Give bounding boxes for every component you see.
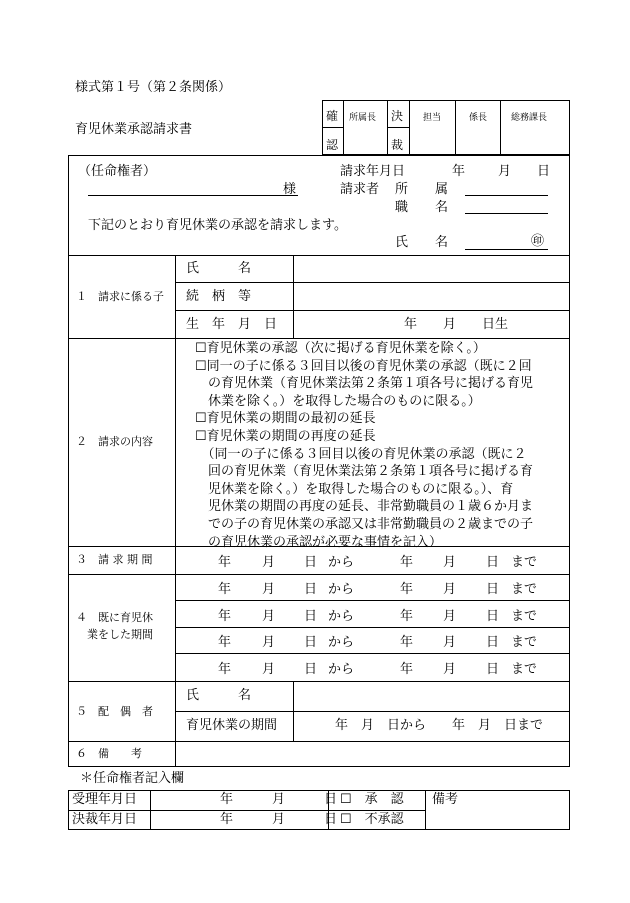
admin-heading: ＊任命権者記入欄 <box>80 771 185 786</box>
period-month: 月 <box>443 555 457 570</box>
child-relation-field[interactable] <box>294 283 569 310</box>
sec3-label: ３ 請 求 期 間 <box>76 553 153 566</box>
approve-checkbox[interactable]: ☐ 承 認 <box>340 792 404 807</box>
decided-date-label: 決裁年月日 <box>72 812 138 827</box>
request-date-month: 月 <box>498 164 512 179</box>
sec1-label: １ 請求に係る子 <box>76 290 164 303</box>
position-line[interactable] <box>465 213 548 214</box>
request-note: での子の育児休業の承認又は非常勤職員の２歳までの子 <box>195 516 534 532</box>
stamp-kakunin-2: 認 <box>326 138 339 152</box>
child-name-field[interactable] <box>294 256 569 282</box>
request-date-year: 年 <box>452 164 466 179</box>
approval-stamp-box <box>322 100 570 155</box>
request-intro: 下記のとおり育児休業の承認を請求します。 <box>88 218 347 233</box>
reject-checkbox[interactable]: ☐ 不承認 <box>340 812 404 827</box>
request-date-day: 日 <box>537 164 551 179</box>
sec5-label: ５ 配 偶 者 <box>76 705 153 718</box>
received-date-label: 受理年月日 <box>72 792 138 807</box>
stamp-col-kakaricho: 係長 <box>469 113 488 123</box>
stamp-col-somukacho: 総務課長 <box>511 113 548 123</box>
seal-icon: ㊞ <box>531 234 545 249</box>
sama-label: 様 <box>283 182 297 197</box>
stamp-kessai-2: 裁 <box>391 138 404 152</box>
request-option-1[interactable]: ☐育児休業の承認（次に掲げる育児休業を除く。） <box>195 341 486 356</box>
affiliation-line[interactable] <box>465 195 548 196</box>
request-option-4[interactable]: ☐育児休業の期間の再度の延長 <box>195 428 376 444</box>
sec4-label-1: ４ 既に育児休 <box>76 611 153 624</box>
name-label-2: 名 <box>435 235 449 250</box>
request-option-2-cont: 休業を除く。）を取得した場合のものに限る。） <box>195 393 481 409</box>
request-note: 児休業の期間の再度の延長、非常勤職員の１歳６か月ま <box>195 499 534 515</box>
period-from: から <box>328 555 355 570</box>
stamp-col-tanto: 担当 <box>423 113 442 123</box>
remarks-field[interactable] <box>176 742 569 766</box>
sec2-label: ２ 請求の内容 <box>76 435 153 448</box>
request-note: 回の育児休業（育児休業法第２条第１項各号に掲げる育 <box>195 464 534 480</box>
request-content-list <box>195 340 560 551</box>
period-day: 日 <box>304 555 318 570</box>
ninmeiken-name-line[interactable] <box>88 195 298 196</box>
sec4-label-2: 業をした期間 <box>76 628 153 641</box>
child-birth-value[interactable]: 年 月 日生 <box>404 317 509 332</box>
name-label-1: 氏 <box>395 235 409 250</box>
period-year: 年 <box>400 555 414 570</box>
sec1-birth-label: 生 年 月 日 <box>186 317 278 332</box>
spouse-name-field[interactable] <box>294 682 569 711</box>
spouse-period-value[interactable]: 年 月 日から 年 月 日まで <box>335 718 544 733</box>
sec1-relation-label: 続 柄 等 <box>186 289 252 304</box>
request-note: 児休業を除く。）を取得した場合のものに限る。）、育 <box>195 481 514 497</box>
period-year: 年 <box>218 555 232 570</box>
position-label-1: 職 <box>395 200 409 215</box>
position-label-2: 名 <box>435 200 449 215</box>
decided-date-value[interactable]: 年 月 日 <box>220 812 338 827</box>
form-title: 育児休業承認請求書 <box>75 122 193 137</box>
stamp-kakunin-1: 確 <box>326 109 339 123</box>
period-to: まで <box>511 555 538 570</box>
received-date-value[interactable]: 年 月 日 <box>220 792 338 807</box>
request-note: （同一の子に係る３回目以後の育児休業の承認（既に２ <box>195 446 527 462</box>
ninmeiken-label: （任命権者） <box>78 164 157 179</box>
request-date-label: 請求年月日 <box>340 164 406 179</box>
period-month: 月 <box>262 555 276 570</box>
request-option-2[interactable]: ☐同一の子に係る３回目以後の育児休業の承認（既に２回 <box>195 358 532 374</box>
request-note: の育児休業の承認が必要な事情を記入） <box>195 534 443 550</box>
period-day: 日 <box>486 555 500 570</box>
spouse-name-label: 氏 名 <box>186 688 252 703</box>
admin-remarks-label: 備考 <box>432 792 459 807</box>
request-option-2-cont: の育児休業（育児休業法第２条第１項各号に掲げる育児 <box>195 376 534 392</box>
requester-label: 請求者 <box>340 182 380 197</box>
stamp-kessai-1: 決 <box>391 109 404 123</box>
form-number: 様式第１号（第２条関係） <box>75 80 232 95</box>
affiliation-label-2: 属 <box>435 182 449 197</box>
leave-request-form: 様式第１号（第２条関係） 育児休業承認請求書 確 認 決 裁 所属長 担当 係長 総務課長 （任命権者） 様 請求年月日 年 月 日 請求者 所 属 職 名 下記のとおり育児休業の承認を請求します。 氏 名 ㊞ １ 請求に係る子 氏 名 続 柄 等 生 年 月 日 年 月 日生 ２ 請求の内容 ☐育児休業の承認（次に掲げる育児休業を除く。） ☐同一の子に係る３回目以後の育児休業の承認（既に２回 の育児休業（育児休業法第２条第１項各号に掲げる育児 休業を除く。）を取得した場合のものに限る。） ☐育児休業の期間の最初の延長 ☐育児休業の期間の再度の延長 （同一の子に係る３回目以後の育児休業の承認（既に２ 回の育児休業（育児休業法第２条第１項各号に掲げる育 児休業を除く。）を取得した場合のものに限る。）、育 児休業の期間の再度の延長、非常勤職員の１歳６か月ま での子の育児休業の承認又は非常勤職員の２歳までの子 の育児休業の承認が必要な事情を記入） ３ 請 求 期 間 年 月 日 から 年 月 日 まで ４ 既に育児休 業をした期間 年 月 日 から 年 月 日 まで 年 月 日 から 年 月 日 まで 年 月 日 から 年 月 日 まで 年 月 日 から 年 月 日 まで ５ 配 偶 者 氏 名 育児休業の期間 年 月 日から 年 月 日まで ６ 備 考 ＊任命権者記入欄 受理年月日 年 月 日 ☐ 承 認 決裁年月日 年 月 日 ☐ 不承認 備考 <box>0 0 630 903</box>
spouse-period-label: 育児休業の期間 <box>186 718 278 733</box>
affiliation-label-1: 所 <box>395 182 409 197</box>
request-option-3[interactable]: ☐育児休業の期間の最初の延長 <box>195 411 376 427</box>
sec6-label: ６ 備 考 <box>76 747 142 760</box>
stamp-col-shozokucho: 所属長 <box>349 113 377 123</box>
sec1-name-label: 氏 名 <box>186 261 252 276</box>
